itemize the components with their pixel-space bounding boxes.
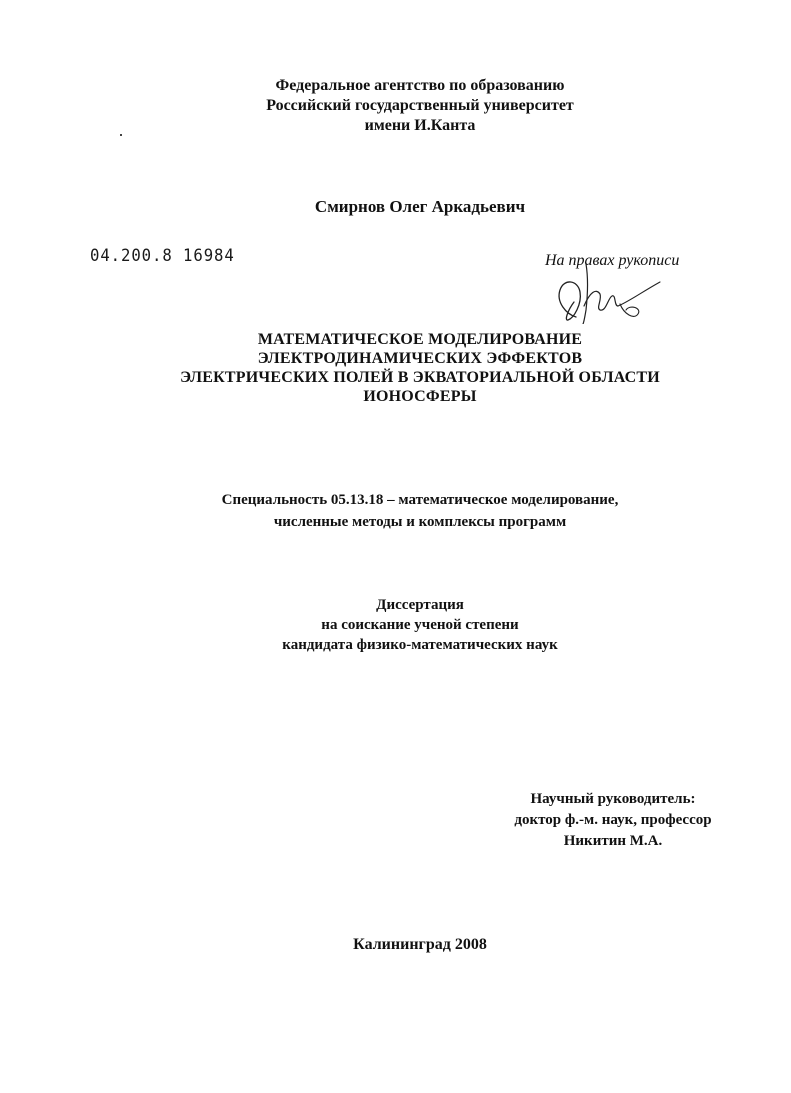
- author-signature: [538, 262, 668, 324]
- institution-university: Российский государственный университет: [266, 97, 574, 114]
- institution-university-name: имени И.Канта: [364, 117, 476, 134]
- degree-statement: [0, 595, 791, 655]
- institution-agency: Федеральное агентство по образованию: [275, 77, 565, 94]
- specialty: [0, 489, 791, 533]
- supervisor-label: Научный руководитель:: [530, 791, 696, 807]
- title-line: ИОНОСФЕРЫ: [363, 388, 477, 405]
- title-line: МАТЕМАТИЧЕСКОЕ МОДЕЛИРОВАНИЕ: [257, 331, 583, 348]
- specialty-line: Специальность 05.13.18 – математическое моделирование,: [221, 492, 619, 508]
- institution-header: [0, 76, 791, 136]
- library-stamp-number: 04.200.8 16984: [90, 246, 235, 266]
- specialty-line: численные методы и комплексы программ: [273, 514, 567, 530]
- city-year: Калининград 2008: [353, 936, 487, 953]
- degree-line: на соискание ученой степени: [321, 617, 519, 633]
- title-line: ЭЛЕКТРОДИНАМИЧЕСКИХ ЭФФЕКТОВ: [257, 350, 583, 367]
- degree-line: кандидата физико-математических наук: [282, 637, 558, 653]
- supervisor-degree: доктор ф.-м. наук, профессор: [514, 812, 712, 828]
- supervisor-name: Никитин М.А.: [563, 833, 663, 849]
- scientific-supervisor: [448, 789, 778, 852]
- degree-line: Диссертация: [376, 597, 464, 613]
- author-name: Смирнов Олег Аркадьевич: [314, 197, 526, 216]
- manuscript-note: На правах рукописи: [545, 252, 680, 269]
- title-line: ЭЛЕКТРИЧЕСКИХ ПОЛЕЙ В ЭКВАТОРИАЛЬНОЙ ОБЛАСТИ: [180, 369, 660, 386]
- dissertation-title: [0, 330, 791, 406]
